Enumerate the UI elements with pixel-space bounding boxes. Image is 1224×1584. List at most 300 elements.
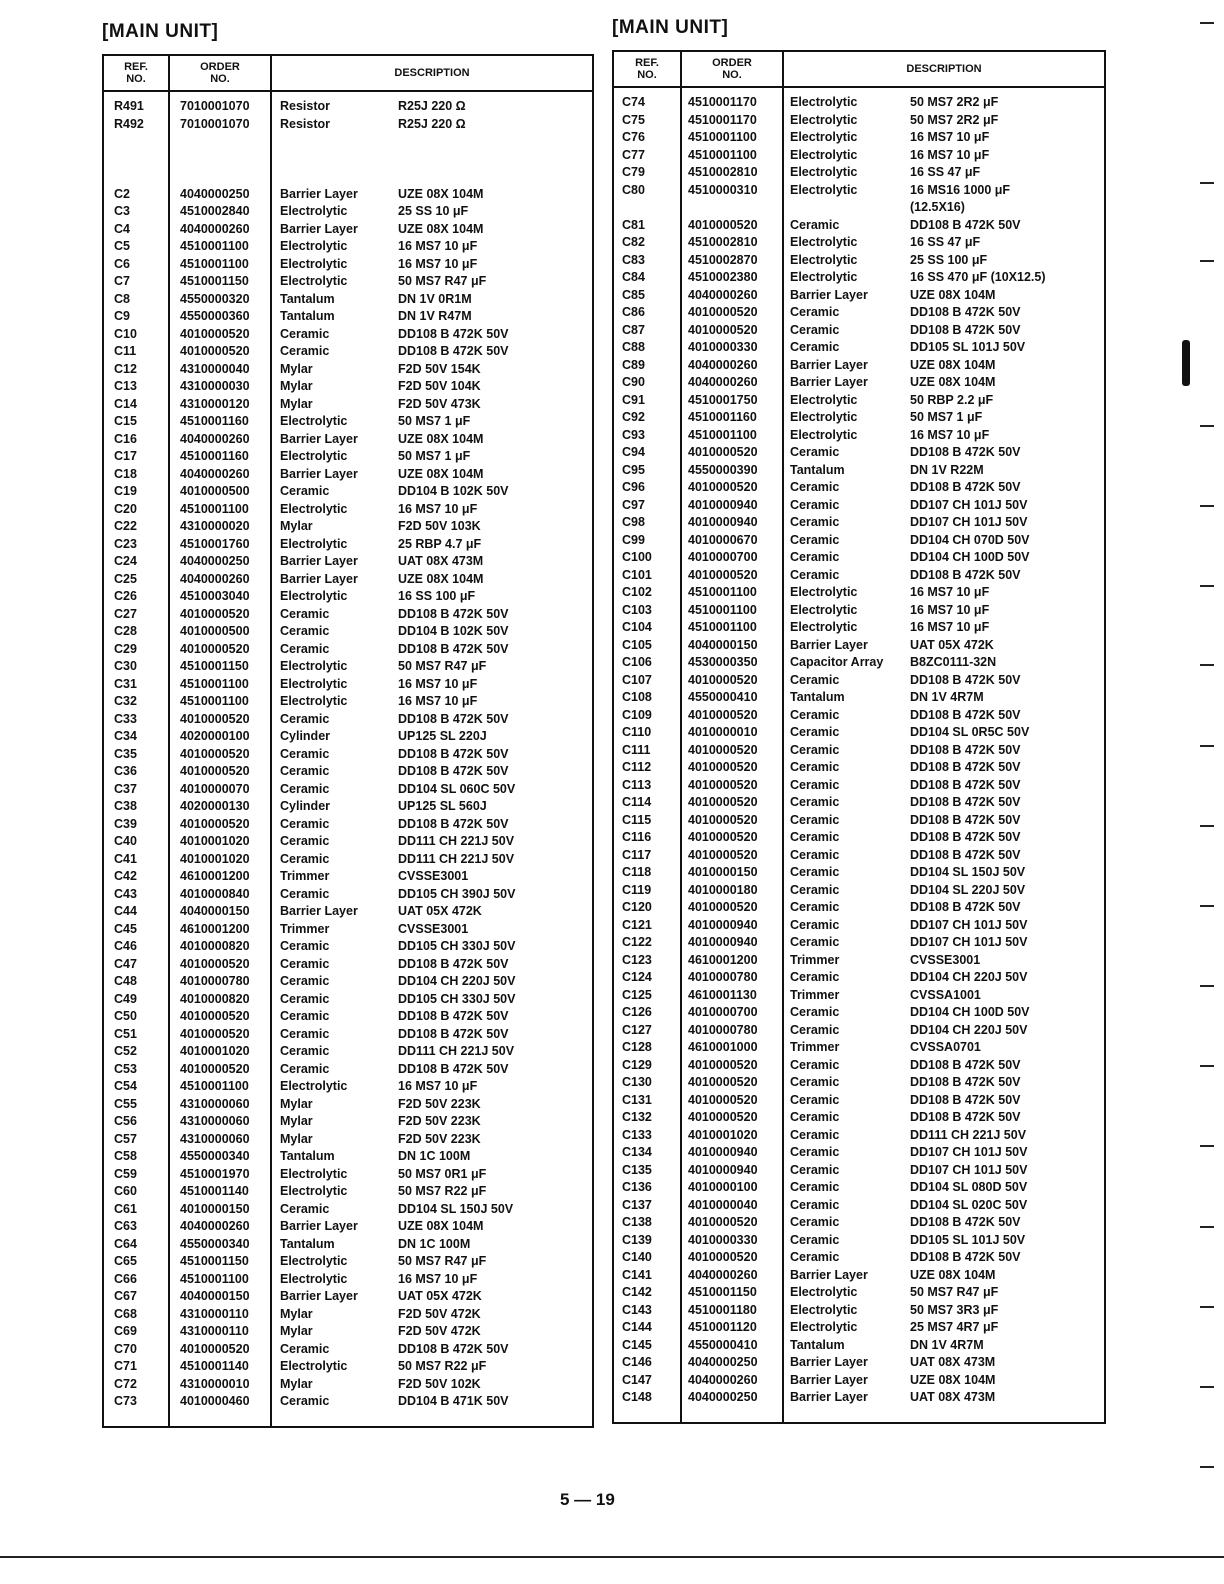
ref-no: C79	[622, 165, 645, 179]
ref-no: C116	[622, 830, 652, 844]
part-value: CVSSE3001	[398, 869, 469, 883]
order-no: 4010000500	[180, 484, 250, 498]
part-type: Tantalum	[280, 291, 335, 306]
part-type: Electrolytic	[280, 274, 348, 288]
margin-mark	[1200, 505, 1214, 507]
part-type: Ceramic	[280, 781, 330, 796]
ref-no: C56	[114, 1114, 137, 1128]
order-no: 4010000500	[180, 624, 250, 638]
order-no: 4010000520	[688, 1075, 758, 1089]
ref-no: C87	[622, 322, 645, 337]
part-type: Ceramic	[790, 1232, 840, 1247]
part-value: 16 MS7 10 μF	[398, 1079, 478, 1093]
order-no: 4510001100	[180, 256, 249, 271]
part-value: UZE 08X 104M	[398, 1219, 484, 1233]
part-type: Electrolytic	[280, 536, 348, 551]
table-row	[614, 532, 1104, 550]
table-row	[104, 1253, 592, 1271]
ref-no: C53	[114, 1061, 137, 1076]
order-no: 4510001100	[180, 1271, 249, 1286]
part-type: Resistor	[280, 99, 331, 113]
part-type: Electrolytic	[280, 589, 348, 603]
right-parts-list	[612, 16, 1106, 1424]
order-no: 4510001170	[688, 112, 757, 127]
ref-no: C31	[114, 676, 137, 691]
part-type: Electrolytic	[790, 130, 858, 144]
table-row	[614, 1039, 1104, 1057]
part-type: Ceramic	[790, 445, 840, 459]
part-value: 50 MS7 R47 μF	[398, 274, 487, 288]
part-value: DN 1C 100M	[398, 1149, 471, 1163]
ref-no: C95	[622, 462, 645, 477]
ref-no: C23	[114, 536, 137, 551]
ref-no: C100	[622, 550, 652, 564]
binder-clip-icon	[1182, 340, 1190, 386]
table-row	[614, 1372, 1104, 1390]
part-type: Ceramic	[790, 217, 840, 232]
order-no: 4550000390	[688, 462, 758, 477]
ref-no: C81	[622, 217, 645, 232]
table-row	[614, 164, 1104, 182]
ref-no: C5	[114, 239, 130, 253]
ref-no: C122	[622, 935, 652, 949]
ref-no: C117	[622, 847, 652, 862]
table-row	[614, 94, 1104, 112]
part-value: F2D 50V 104K	[398, 379, 481, 393]
part-type: Electrolytic	[790, 1320, 858, 1334]
part-value: 16 MS7 10 μF	[398, 256, 478, 271]
part-type: Ceramic	[790, 882, 840, 897]
part-value: 25 SS 100 μF	[910, 252, 988, 267]
part-value: 16 MS7 10 μF	[910, 147, 990, 162]
ref-no: C131	[622, 1092, 652, 1107]
order-no: 4010000520	[688, 1110, 758, 1124]
table-row	[104, 466, 592, 484]
ref-no: C80	[622, 182, 645, 197]
ref-no: C26	[114, 589, 137, 603]
ref-no: C13	[114, 379, 137, 393]
ref-no: C54	[114, 1079, 137, 1093]
table-row	[104, 151, 592, 169]
order-no: 4010000670	[688, 532, 758, 547]
ref-no: C83	[622, 252, 645, 267]
order-no: 4010000940	[688, 1145, 758, 1159]
part-type: Barrier Layer	[790, 637, 868, 652]
table-row	[104, 396, 592, 414]
ref-no: C67	[114, 1289, 137, 1303]
order-no: 4510001140	[180, 1359, 249, 1373]
table-row	[614, 199, 1104, 217]
part-type: Mylar	[280, 1306, 313, 1321]
part-value: DD111 CH 221J 50V	[910, 1127, 1027, 1142]
ref-no: C144	[622, 1320, 652, 1334]
part-value: DD104 B 102K 50V	[398, 484, 509, 498]
table-row	[104, 606, 592, 624]
part-value: 16 MS7 10 μF	[910, 620, 990, 634]
part-type: Ceramic	[790, 1215, 840, 1229]
part-value: 25 MS7 4R7 μF	[910, 1320, 999, 1334]
ref-no: R491	[114, 99, 144, 113]
order-no: 4010000520	[688, 760, 758, 774]
part-value: F2D 50V 103K	[398, 519, 481, 533]
order-no: 4040000260	[180, 1219, 250, 1233]
part-type: Electrolytic	[790, 427, 858, 442]
part-value: CVSSA0701	[910, 1040, 981, 1054]
ref-no: C17	[114, 449, 137, 463]
order-no: 4310000060	[180, 1131, 250, 1146]
part-value: DN 1V 0R1M	[398, 291, 472, 306]
ref-no: C44	[114, 904, 137, 918]
part-value: 50 MS7 R22 μF	[398, 1184, 487, 1198]
part-type: Barrier Layer	[280, 554, 358, 568]
ref-no: C86	[622, 305, 645, 319]
table-row	[614, 1022, 1104, 1040]
table-row	[614, 234, 1104, 252]
ref-no: C34	[114, 729, 137, 743]
table-row	[104, 728, 592, 746]
ref-no: C40	[114, 834, 137, 848]
ref-no: C9	[114, 309, 130, 323]
table-row	[614, 1197, 1104, 1215]
order-no: 4040000260	[688, 287, 758, 302]
ref-no: C73	[114, 1394, 137, 1408]
part-value: DD104 SL 020C 50V	[910, 1197, 1028, 1212]
order-no: 4010000040	[688, 1197, 758, 1212]
ref-no: C127	[622, 1022, 652, 1037]
part-value: DD108 B 472K 50V	[910, 760, 1021, 774]
order-no: 4610001200	[180, 869, 250, 883]
table-row	[104, 868, 592, 886]
ref-no: C61	[114, 1201, 137, 1216]
table-row	[104, 1008, 592, 1026]
ref-no: C96	[622, 480, 645, 494]
ref-no: C70	[114, 1341, 137, 1356]
table-row	[614, 1267, 1104, 1285]
part-type: Electrolytic	[280, 694, 348, 708]
part-type: Mylar	[280, 1131, 313, 1146]
part-type: Ceramic	[790, 725, 840, 739]
margin-mark	[1200, 905, 1214, 907]
order-no: 4010000520	[688, 742, 758, 757]
part-type: Ceramic	[790, 340, 840, 354]
table-row	[614, 374, 1104, 392]
part-value: DD108 B 472K 50V	[910, 1110, 1021, 1124]
table-row	[614, 864, 1104, 882]
order-no: 4040000250	[688, 1390, 758, 1404]
ref-no: C134	[622, 1145, 652, 1159]
part-type: Barrier Layer	[790, 1372, 868, 1387]
ref-no: C106	[622, 655, 652, 669]
table-row	[614, 567, 1104, 585]
part-value: DD108 B 472K 50V	[398, 816, 509, 831]
order-no: 4010000520	[688, 1250, 758, 1264]
table-row	[614, 339, 1104, 357]
table-row	[104, 571, 592, 589]
table-row	[104, 1166, 592, 1184]
part-value: 50 MS7 R22 μF	[398, 1359, 487, 1373]
part-value: UZE 08X 104M	[910, 1372, 996, 1387]
order-no: 4510001160	[688, 410, 757, 424]
table-row	[614, 742, 1104, 760]
table-row	[104, 1061, 592, 1079]
ref-no: C28	[114, 624, 137, 638]
order-no: 4010000520	[688, 830, 758, 844]
part-type: Ceramic	[280, 1061, 330, 1076]
part-type: Barrier Layer	[280, 1219, 358, 1233]
order-no: 4510001150	[180, 274, 249, 288]
order-no: 4510001100	[180, 239, 249, 253]
order-no: 4010000010	[688, 725, 758, 739]
ref-no: C140	[622, 1250, 652, 1264]
table-row	[104, 413, 592, 431]
order-no: 4510001100	[688, 585, 757, 599]
table-row	[104, 693, 592, 711]
part-value: UZE 08X 104M	[398, 221, 484, 236]
table-row	[614, 1057, 1104, 1075]
table-row	[614, 812, 1104, 830]
part-type: Electrolytic	[280, 1079, 348, 1093]
part-value: UAT 05X 472K	[398, 1289, 482, 1303]
ref-no: C65	[114, 1254, 137, 1268]
order-no: 4550000360	[180, 309, 250, 323]
table-row	[614, 584, 1104, 602]
part-type: Electrolytic	[790, 252, 858, 267]
table-row	[104, 1096, 592, 1114]
part-type: Cylinder	[280, 729, 331, 743]
table-row	[614, 217, 1104, 235]
part-value: DD108 B 472K 50V	[910, 1092, 1021, 1107]
part-value: UZE 08X 104M	[910, 375, 996, 389]
part-value: DD108 B 472K 50V	[910, 742, 1021, 757]
ref-no: C37	[114, 781, 137, 796]
part-value: DD104 CH 070D 50V	[910, 532, 1030, 547]
order-no: 4510001100	[688, 427, 757, 442]
table-row	[104, 956, 592, 974]
table-row	[614, 724, 1104, 742]
order-no: 4010001020	[180, 1044, 250, 1058]
table-row	[614, 549, 1104, 567]
part-value: 16 MS7 10 μF	[910, 585, 990, 599]
part-type: Tantalum	[790, 462, 845, 477]
margin-mark	[1200, 425, 1214, 427]
part-value: 25 SS 10 μF	[398, 204, 469, 218]
ref-no: C88	[622, 340, 645, 354]
part-value: DD107 CH 101J 50V	[910, 1162, 1028, 1177]
part-type: Ceramic	[790, 865, 840, 879]
table-row	[104, 711, 592, 729]
part-type: Barrier Layer	[280, 431, 358, 446]
table-row	[104, 746, 592, 764]
margin-mark	[1200, 182, 1214, 184]
part-type: Ceramic	[280, 746, 330, 761]
part-type: Ceramic	[790, 550, 840, 564]
part-type: Ceramic	[280, 1026, 330, 1041]
ref-no: C90	[622, 375, 645, 389]
part-value: F2D 50V 473K	[398, 396, 481, 411]
order-no: 4310000110	[180, 1306, 249, 1321]
table-row	[104, 1148, 592, 1166]
ref-no: C119	[622, 882, 652, 897]
order-no: 4010000700	[688, 550, 758, 564]
part-type: Tantalum	[280, 1149, 335, 1163]
ref-no: C94	[622, 445, 645, 459]
right-unit-title: [MAIN UNIT]	[612, 17, 729, 38]
order-no: 4510001160	[180, 414, 249, 428]
part-value: F2D 50V 102K	[398, 1376, 481, 1391]
table-row	[614, 1249, 1104, 1267]
table-row	[104, 256, 592, 274]
order-no: 4010000780	[688, 970, 758, 984]
table-row	[104, 536, 592, 554]
part-value: 16 MS16 1000 μF	[910, 182, 1011, 197]
order-no: 4010000520	[688, 322, 758, 337]
part-type: Trimmer	[790, 987, 840, 1002]
order-no: 4040000250	[180, 186, 250, 201]
order-no: 4010000520	[688, 1057, 758, 1072]
part-type: Ceramic	[790, 515, 840, 529]
ref-no: C20	[114, 501, 137, 516]
part-value: 50 MS7 R47 μF	[910, 1285, 999, 1299]
part-type: Ceramic	[280, 764, 330, 778]
part-value: UAT 05X 472K	[398, 904, 482, 918]
table-row	[614, 1109, 1104, 1127]
table-row	[104, 1341, 592, 1359]
part-value: 16 MS7 10 μF	[398, 1271, 478, 1286]
ref-no: C133	[622, 1127, 652, 1142]
order-no: 4010000520	[688, 777, 758, 792]
table-row	[614, 1319, 1104, 1337]
order-no: 4550000340	[180, 1149, 250, 1163]
ref-no: C136	[622, 1180, 652, 1194]
part-type: Barrier Layer	[280, 571, 358, 586]
ref-no: C114	[622, 795, 652, 809]
table-row	[614, 637, 1104, 655]
order-no: 4040000260	[688, 357, 758, 372]
ref-no: C35	[114, 746, 137, 761]
order-no: 4040000260	[688, 1267, 758, 1282]
part-type: Ceramic	[790, 830, 840, 844]
left-parts-table	[102, 54, 594, 1428]
part-value: CVSSA1001	[910, 987, 981, 1002]
part-type: Ceramic	[790, 1145, 840, 1159]
table-row	[614, 917, 1104, 935]
ref-no: C118	[622, 865, 652, 879]
ref-no: C121	[622, 917, 652, 932]
table-row	[614, 1232, 1104, 1250]
table-row	[104, 501, 592, 519]
ref-no: C92	[622, 410, 645, 424]
order-no: 4010000460	[180, 1394, 250, 1408]
table-row	[614, 252, 1104, 270]
part-value: DD108 B 472K 50V	[398, 711, 509, 726]
part-value: DD108 B 472K 50V	[910, 1057, 1021, 1072]
part-value: 16 MS7 10 μF	[398, 694, 478, 708]
order-no: 4550000340	[180, 1236, 250, 1251]
ref-no: C55	[114, 1096, 137, 1111]
table-row	[104, 1131, 592, 1149]
part-type: Electrolytic	[790, 585, 858, 599]
part-value: 16 MS7 10 μF	[910, 602, 990, 617]
order-no: 4010000520	[180, 711, 250, 726]
part-value: DD104 SL 150J 50V	[910, 865, 1026, 879]
table-row	[614, 514, 1104, 532]
part-type: Trimmer	[280, 869, 330, 883]
ref-no: C57	[114, 1131, 137, 1146]
part-value: 16 MS7 10 μF	[910, 130, 990, 144]
part-value: DD108 B 472K 50V	[910, 217, 1021, 232]
table-row	[104, 98, 592, 116]
ref-no: C102	[622, 585, 652, 599]
ref-no: C75	[622, 112, 645, 127]
ref-no: C124	[622, 970, 652, 984]
order-no: 4020000100	[180, 729, 250, 743]
part-type: Mylar	[280, 1096, 313, 1111]
table-row	[104, 378, 592, 396]
part-value: 50 RBP 2.2 μF	[910, 392, 994, 407]
part-value: DD104 CH 100D 50V	[910, 1005, 1030, 1019]
part-value: DD108 B 472K 50V	[398, 641, 509, 656]
order-no: 4040000260	[688, 1372, 758, 1387]
part-value: 50 MS7 1 μF	[398, 414, 471, 428]
order-no: 4010000070	[180, 781, 250, 796]
table-row	[104, 921, 592, 939]
table-row	[614, 934, 1104, 952]
part-value: DD107 CH 101J 50V	[910, 917, 1028, 932]
order-no: 4510001160	[180, 449, 249, 463]
part-type: Electrolytic	[280, 659, 348, 673]
ref-no: C130	[622, 1075, 652, 1089]
ref-no: C36	[114, 764, 137, 778]
order-no: 4040000150	[180, 904, 250, 918]
ref-no: C43	[114, 886, 137, 901]
order-no: 4610001200	[688, 952, 758, 967]
order-no: 7010001070	[180, 99, 250, 113]
part-type: Barrier Layer	[280, 186, 358, 201]
part-type: Electrolytic	[790, 147, 858, 162]
margin-mark	[1200, 1386, 1214, 1388]
ref-no: C16	[114, 431, 137, 446]
part-value: DD108 B 472K 50V	[910, 830, 1021, 844]
ref-no: C52	[114, 1044, 137, 1058]
part-type: Electrolytic	[280, 1166, 348, 1181]
part-type: Electrolytic	[790, 182, 858, 197]
part-value: UZE 08X 104M	[910, 1267, 996, 1282]
ref-no: C138	[622, 1215, 652, 1229]
part-value: DN 1V R47M	[398, 309, 472, 323]
table-row	[104, 1078, 592, 1096]
part-value: DD108 B 472K 50V	[910, 445, 1021, 459]
part-value: DD108 B 472K 50V	[910, 567, 1021, 582]
part-value: 50 MS7 1 μF	[910, 410, 983, 424]
ref-no: C19	[114, 484, 137, 498]
part-value: 50 MS7 R47 μF	[398, 659, 487, 673]
table-row	[104, 116, 592, 134]
order-no: 4310000030	[180, 379, 250, 393]
order-no: 4510001100	[180, 676, 249, 691]
order-no: 4310000110	[180, 1324, 249, 1338]
part-type: Ceramic	[790, 795, 840, 809]
table-row	[104, 1288, 592, 1306]
order-no: 4510001100	[180, 1079, 249, 1093]
part-value: 50 MS7 R47 μF	[398, 1254, 487, 1268]
order-no: 4040000250	[688, 1355, 758, 1369]
order-no: 4510002810	[688, 165, 758, 179]
order-no: 4010000780	[180, 974, 250, 988]
order-no: 4010000180	[688, 882, 758, 897]
part-value: DD104 CH 220J 50V	[910, 1022, 1028, 1037]
table-row	[614, 147, 1104, 165]
ref-no: C8	[114, 291, 130, 306]
